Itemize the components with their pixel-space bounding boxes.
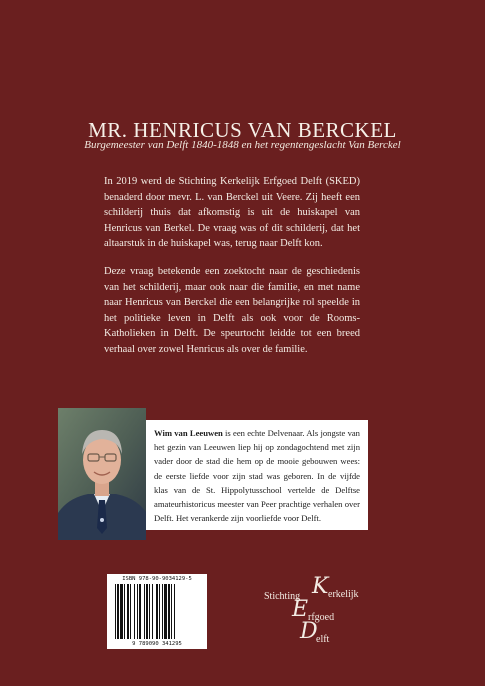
isbn-number: ISBN 978-90-9034129-5 (122, 576, 192, 582)
logo-word-erfgoed: rfgoed (308, 612, 335, 623)
author-bio-box (146, 420, 368, 530)
author-photo (58, 408, 146, 540)
logo-cap-e: E (292, 597, 309, 622)
barcode-digits: 9 789090 341295 (132, 641, 182, 647)
blurb-paragraph-2: Deze vraag betekende een zoektocht naar de geschiedenis van het schilderij, maar ook naar die familie, en met name naar Henricus van Berckel die een belangrijke rol speelde in het politieke leven in Delft als ook voor de Rooms-Katholieken in Delft. De speurtocht leidde tot een breed verhaal over zowel Henricus als over de familie. (104, 265, 360, 355)
blurb-paragraph-1: In 2019 werd de Stichting Kerkelijk Erfgoed Delft (SKED) benaderd door mevr. L. van Berckel uit Veere. Zij heeft een schilderij thuis dat afkomstig is uit de huiskapel van Henricus van Berkel. De vraag was of dit schilderij, dat het altaarstuk in de huiskapel was, terug naar Delft kon. (104, 176, 360, 250)
logo-word-kerkelijk: erkelijk (328, 589, 359, 600)
logo-word-delft: elft (316, 634, 330, 645)
publisher-logo (264, 574, 394, 654)
logo-word-stichting: Stichting (264, 591, 301, 602)
logo-cap-d: D (300, 619, 318, 644)
author-name: Wim van Leeuwen (154, 428, 223, 438)
author-bio: is een echte Delvenaar. Als jongste van het gezin van Leeuwen liep hij op zondagochtend met zijn vader door de stad die hem op de mooie gebouwen wees: de eerste liefde voor zijn stad was geboren. In de vijfde klas van de St. Hippolytusschool vertelde de Delftse amateurhistoricus meester van Peer prachtige verhalen over Delft. Het verankerde zijn voorliefde voor Delft. (154, 428, 360, 524)
barcode-bars (113, 584, 201, 639)
book-title: MR. HENRICUS VAN BERCKEL (88, 118, 397, 142)
blurb (104, 174, 360, 370)
book-subtitle: Burgemeester van Delft 1840-1848 en het regentengeslacht Van Berckel (84, 139, 401, 151)
isbn-barcode (107, 574, 207, 649)
logo-cap-k: K (312, 574, 329, 599)
